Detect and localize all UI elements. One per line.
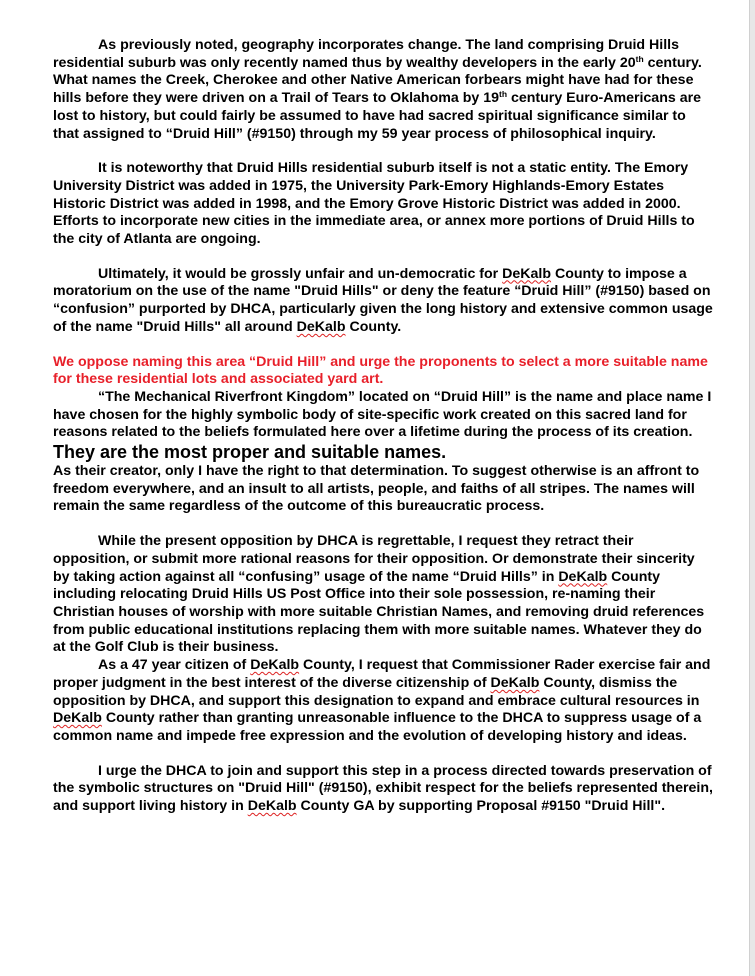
opposition-quote: We oppose naming this area “Druid Hill” and urge the proponents to select a more suitable name for these residential lots and associated yard art. bbox=[53, 353, 708, 388]
spellcheck-word[interactable]: DeKalb bbox=[247, 798, 297, 815]
document-body bbox=[53, 37, 713, 816]
paragraph-urge: I urge the DHCA to join and support this step in a process directed towards preservation of the symbolic structures on "Druid Hill" (#9150), exhibit respect for the beliefs represented therein, and support living history in DeKalb County GA by supporting Proposal #9150 "Druid Hill". bbox=[53, 762, 713, 815]
spellcheck-word[interactable]: DeKalb bbox=[250, 657, 300, 674]
spellcheck-word[interactable]: DeKalb bbox=[502, 265, 552, 282]
spellcheck-word[interactable]: DeKalb bbox=[296, 318, 346, 335]
heading-names: They are the most proper and suitable names. bbox=[53, 442, 447, 463]
spellcheck-word[interactable]: DeKalb bbox=[558, 568, 608, 585]
paragraph-districts: It is noteworthy that Druid Hills residential suburb itself is not a static entity. The Emory University District was added in 1975, the University Park-Emory Highlands-Emory Estates Historic District was added in 1998, and the Emory Grove Historic District was added in 2000. Efforts to incorporate new cities in the immediate area, or annex more portions of Druid Hills to the city of Atlanta are ongoing. bbox=[53, 160, 695, 248]
spellcheck-word[interactable]: DeKalb bbox=[53, 710, 102, 727]
paragraph-geography: As previously noted, geography incorporates change. The land comprising Druid Hills residential suburb was only recently named thus by wealthy developers in the early 20th century. What names the Creek, Cherokee and other Native American forbears might have had for these hills before they were driven on a Trail of Tears to Oklahoma by 19th century Euro-Americans are lost to history, but could fairly be assumed to have had sacred spiritual significance similar to that assigned to “Druid Hill” (#9150) through my 59 year process of philosophical inquiry. bbox=[53, 37, 702, 142]
paragraph-creator: As their creator, only I have the right to that determination. To suggest otherwise is an affront to freedom everywhere, and an insult to all artists, people, and faiths of all stripes. The names will remain the same regardless of the outcome of this bureaucratic process. bbox=[53, 463, 700, 515]
page-edge-scrollbar[interactable] bbox=[749, 0, 755, 976]
spellcheck-word[interactable]: DeKalb bbox=[490, 674, 540, 691]
paragraph-kingdom: “The Mechanical Riverfront Kingdom” located on “Druid Hill” is the name and place name I have chosen for the highly symbolic body of site-specific work created on this sacred land for reasons related to the beliefs formulated here over a lifetime during the process of its creation. bbox=[53, 388, 712, 441]
paragraph-citizen: As a 47 year citizen of DeKalb County, I request that Commissioner Rader exercise fair and proper judgment in the best interest of the diverse citizenship of DeKalb County, dismiss the opposition by DHCA, and support this designation to expand and embrace cultural resources in DeKalb County rather than granting unreasonable influence to the DHCA to suppress usage of a common name and impede free expression and the evolution of developing history and ideas. bbox=[53, 657, 711, 744]
paragraph-unfair: Ultimately, it would be grossly unfair and un-democratic for DeKalb County to impose a moratorium on the use of the name "Druid Hills" or deny the feature “Druid Hill” (#9150) based on “confusion” purported by DHCA, particularly given the long history and extensive common usage of the name "Druid Hills" all around DeKalb County. bbox=[53, 265, 713, 335]
paragraph-retract: While the present opposition by DHCA is regrettable, I request they retract their opposition, or submit more rational reasons for their opposition. Or demonstrate their sincerity by taking action against all “confusing” usage of the name “Druid Hills” in DeKalb County including relocating Druid Hills US Post Office into their sole possession, re-naming their Christian houses of worship with more suitable Christian Names, and removing druid references from public educational institutions replacing them with more suitable names. Whatever they do at the Golf Club is their business. bbox=[53, 533, 705, 656]
